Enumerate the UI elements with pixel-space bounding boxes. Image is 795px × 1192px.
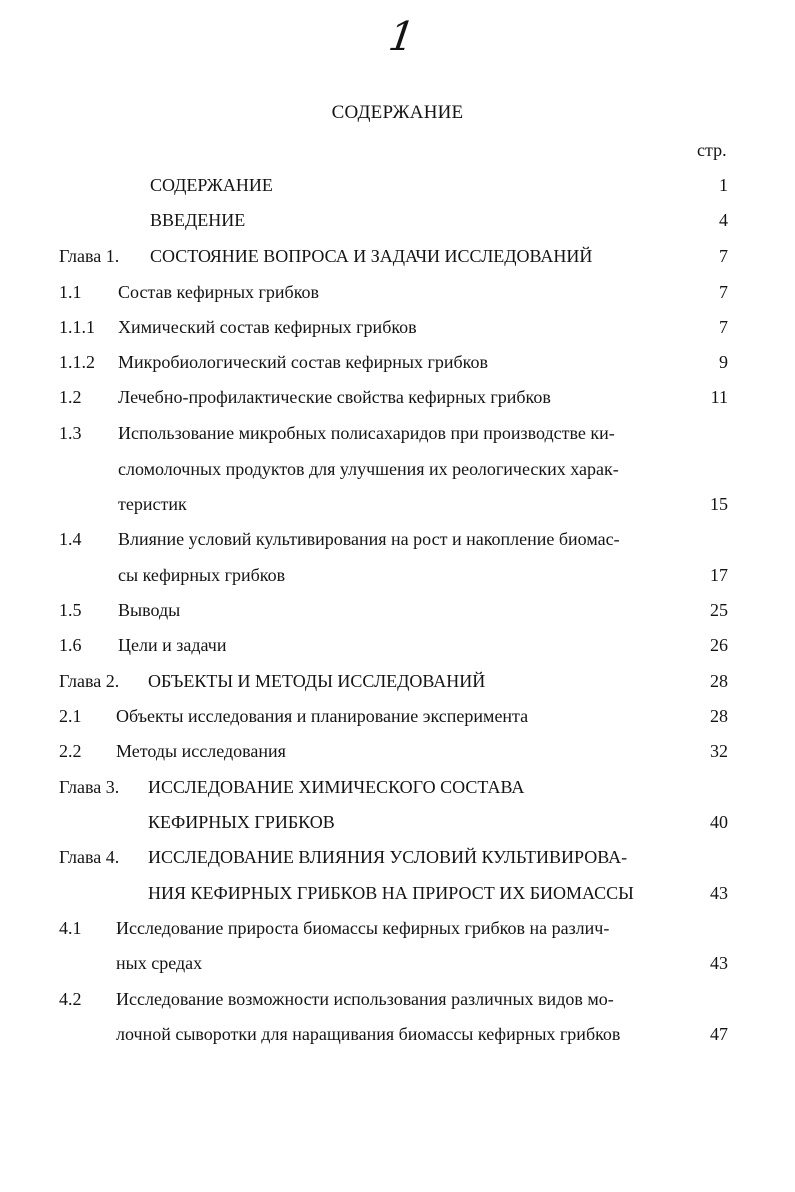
toc-entry-title: ОБЪЕКТЫ И МЕТОДЫ ИССЛЕДОВАНИЙ: [148, 671, 486, 691]
toc-entry-title: Лечебно-профилактические свойства кефирных грибков: [118, 387, 551, 407]
toc-entry-page: 11: [710, 387, 728, 407]
toc-entry-page: 43: [710, 953, 728, 973]
toc-entry-number: Глава 2.: [59, 671, 120, 691]
toc-entry-page: 9: [719, 352, 728, 372]
toc-entry-page: 17: [710, 565, 728, 585]
toc-entry-title: Методы исследования: [116, 741, 286, 761]
toc-entry-page: 28: [710, 706, 728, 726]
toc-entry-title: Состав кефирных грибков: [118, 282, 320, 302]
toc-entry-title: ВВЕДЕНИЕ: [150, 210, 246, 230]
toc-entry-title: Влияние условий культивирования на рост и накопление биомас-: [118, 529, 620, 549]
toc-entry-page: 4: [719, 210, 728, 230]
toc-entry-page: 43: [710, 883, 728, 903]
toc-entry-number: 1.1: [59, 282, 82, 302]
toc-entry-page: 28: [710, 671, 728, 691]
toc-entry-title: Использование микробных полисахаридов при производстве ки-: [118, 423, 615, 443]
toc-entry-title-continued: сы кефирных грибков: [118, 565, 286, 585]
toc-entry-page: 7: [719, 317, 728, 337]
toc-entry-number: Глава 4.: [59, 847, 120, 867]
toc-entry-number: 1.1.1: [59, 317, 95, 337]
toc-entry-number: 1.3: [59, 423, 82, 443]
toc-entry-page: 7: [719, 246, 728, 266]
toc-entry-number: Глава 1.: [59, 246, 120, 266]
toc-entry-title: Исследование прироста биомассы кефирных грибков на различ-: [116, 918, 610, 938]
toc-entry-title: ИССЛЕДОВАНИЕ ВЛИЯНИЯ УСЛОВИЙ КУЛЬТИВИРОВА-: [148, 847, 628, 867]
toc-entry-page: 32: [710, 741, 728, 761]
toc-entry-title: Химический состав кефирных грибков: [118, 317, 417, 337]
toc-entry-title-continued: КЕФИРНЫХ ГРИБКОВ: [148, 812, 335, 832]
toc-entry-title-continued: НИЯ КЕФИРНЫХ ГРИБКОВ НА ПРИРОСТ ИХ БИОМАССЫ: [148, 883, 634, 903]
toc-entry-title-continued: теристик: [118, 494, 187, 514]
toc-entry-page: 1: [719, 175, 728, 195]
toc-entry-title: ИССЛЕДОВАНИЕ ХИМИЧЕСКОГО СОСТАВА: [148, 777, 525, 797]
toc-entry-title: Исследование возможности использования различных видов мо-: [116, 989, 614, 1009]
toc-entry-title-continued: лочной сыворотки для наращивания биомассы кефирных грибков: [116, 1024, 621, 1044]
handwritten-page-number: 1: [385, 14, 418, 60]
toc-entry-page: 47: [710, 1024, 728, 1044]
toc-entry-title: Выводы: [118, 600, 181, 620]
toc-entry-title-continued: ных средах: [116, 953, 203, 973]
toc-entry-page: 7: [719, 282, 728, 302]
toc-entry-page: 40: [710, 812, 728, 832]
toc-entry-number: 1.6: [59, 635, 82, 655]
toc-entry-number: 1.1.2: [59, 352, 95, 372]
toc-entry-title: Цели и задачи: [118, 635, 227, 655]
toc-entry-page: 25: [710, 600, 728, 620]
toc-entry-number: 1.2: [59, 387, 82, 407]
toc-entry-title: СОДЕРЖАНИЕ: [150, 175, 273, 195]
toc-entry-title: СОСТОЯНИЕ ВОПРОСА И ЗАДАЧИ ИССЛЕДОВАНИЙ: [150, 246, 593, 266]
toc-entry-title-continued: сломолочных продуктов для улучшения их реологических харак-: [118, 459, 619, 479]
page-column-label: стр.: [697, 140, 727, 160]
toc-entry-number: 1.5: [59, 600, 82, 620]
toc-title: СОДЕРЖАНИЕ: [331, 102, 464, 123]
toc-entry-title: Микробиологический состав кефирных грибков: [118, 352, 488, 372]
toc-entry-number: 4.1: [59, 918, 82, 938]
toc-entry-title: Объекты исследования и планирование эксперимента: [116, 706, 529, 726]
toc-entry-number: 2.2: [59, 741, 82, 761]
toc-entry-number: 1.4: [59, 529, 82, 549]
toc-entry-page: 15: [710, 494, 728, 514]
toc-entry-page: 26: [710, 635, 728, 655]
toc-entry-number: 2.1: [59, 706, 82, 726]
toc-entry-number: Глава 3.: [59, 777, 120, 797]
toc-entry-number: 4.2: [59, 989, 82, 1009]
